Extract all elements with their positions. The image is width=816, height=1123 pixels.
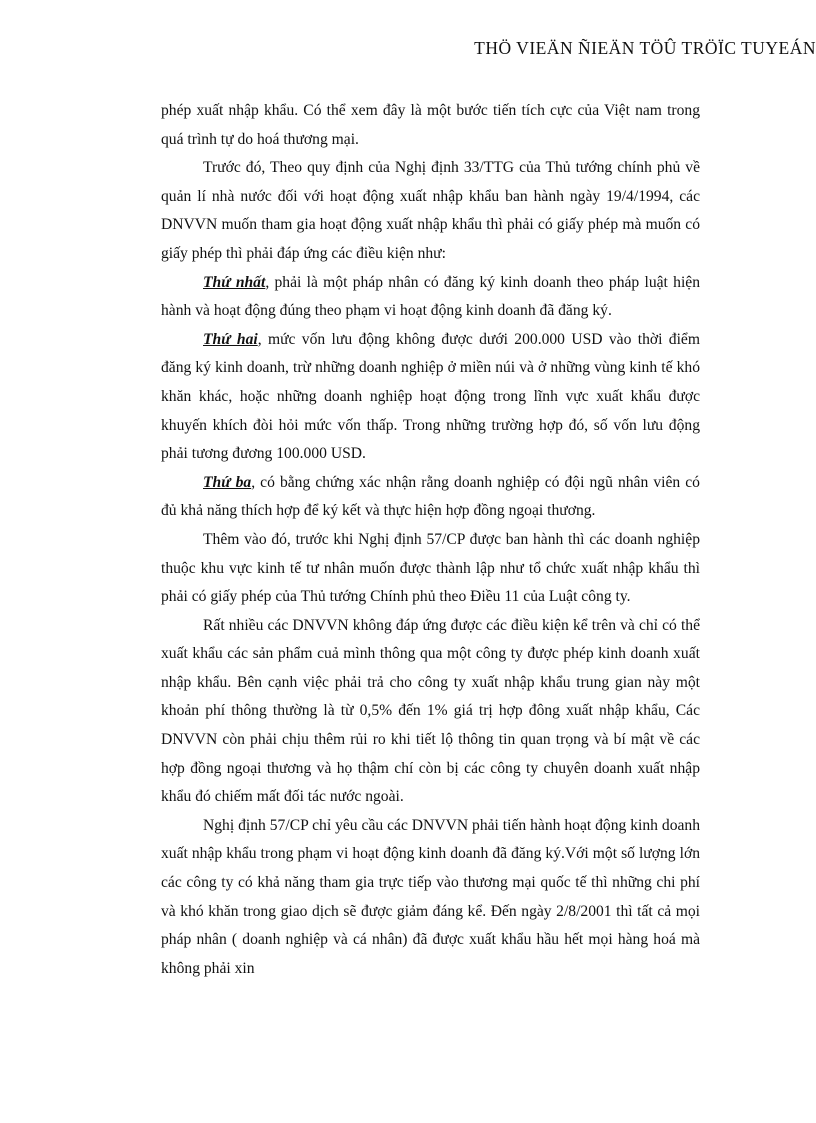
paragraph-text: , mức vốn lưu động không được dưới 200.000 USD vào thời điểm đăng ký kinh doanh, trừ những doanh nghiệp ở miền núi và ở những vùng kinh tế khó khăn khác, hoặc những doanh nghiệp hoạt động trong lĩnh vực xuất khẩu được khuyến khích đòi hỏi mức vốn thấp. Trong những trường hợp đó, số vốn lưu động phải tương đương 100.000 USD. xyxy=(161,330,700,463)
paragraph xyxy=(161,469,700,526)
paragraph xyxy=(161,154,700,268)
paragraph xyxy=(161,526,700,612)
paragraph-text: Rất nhiều các DNVVN không đáp ứng được các điều kiện kể trên và chỉ có thể xuất khẩu các sản phẩm cuả mình thông qua một công ty được phép kinh doanh xuất nhập khẩu. Bên cạnh việc phải trả cho công ty xuất nhập khẩu trung gian này một khoản phí thông thường là từ 0,5% đến 1% giá trị hợp đông xuất nhập khẩu, Các DNVVN còn phải chịu thêm rủi ro khi tiết lộ thông tin quan trọng và bí mật về các hợp đồng ngoại thương và họ thậm chí còn bị các công ty chuyên doanh xuất nhập khẩu đó chiếm mất đối tác nước ngoài. xyxy=(161,616,700,806)
paragraph xyxy=(161,97,700,154)
paragraph-text: phép xuất nhập khẩu. Có thể xem đây là một bước tiến tích cực của Việt nam trong quá trình tự do hoá thương mại. xyxy=(161,102,700,148)
paragraph-lead: Thứ ba xyxy=(203,473,252,491)
page-header: THÖ VIEÄN ÑIEÄN TÖÛ TRÖÏC TUYEÁN xyxy=(474,38,816,58)
paragraph-text: , phải là một pháp nhân có đăng ký kinh doanh theo pháp luật hiện hành và hoạt động đúng theo phạm vi hoạt động kinh doanh đã đăng ký. xyxy=(161,273,700,320)
document-body xyxy=(161,97,700,983)
paragraph xyxy=(161,326,700,469)
paragraph-text: , có bằng chứng xác nhận rằng doanh nghiệp có đội ngũ nhân viên có đủ khả năng thích hợp để ký kết và thực hiện hợp đồng ngoại thương. xyxy=(161,473,700,520)
paragraph-text: Nghị định 57/CP chỉ yêu cầu các DNVVN phải tiến hành hoạt động kinh doanh xuất nhập khẩu trong phạm vi hoạt động kinh doanh đã đăng ký.Với một số lượng lớn các công ty có khả năng tham gia trực tiếp vào thương mại quốc tế thì những chi phí và khó khăn trong giao dịch sẽ được giảm đáng kể. Đến ngày 2/8/2001 thì tất cả mọi pháp nhân ( doanh nghiệp và cá nhân) đã được xuất khẩu hầu hết mọi hàng hoá mà không phải xin xyxy=(161,816,700,977)
paragraph-text: Thêm vào đó, trước khi Nghị định 57/CP được ban hành thì các doanh nghiệp thuộc khu vực kinh tế tư nhân muốn được thành lập như tổ chức xuất nhập khẩu thì phải có giấy phép của Thủ tướng Chính phủ theo Điều 11 của Luật công ty. xyxy=(161,530,700,606)
paragraph xyxy=(161,269,700,326)
paragraph xyxy=(161,612,700,812)
paragraph xyxy=(161,812,700,984)
paragraph-lead: Thứ hai xyxy=(203,330,258,348)
paragraph-text: Trước đó, Theo quy định của Nghị định 33/TTG của Thủ tướng chính phủ về quản lí nhà nước đối với hoạt động xuất nhập khẩu ban hành ngày 19/4/1994, các DNVVN muốn tham gia hoạt động xuất nhập khẩu thì phải có giấy phép mà muốn có giấy phép thì phải đáp ứng các điều kiện như: xyxy=(161,159,700,262)
paragraph-lead: Thứ nhất xyxy=(203,273,266,291)
